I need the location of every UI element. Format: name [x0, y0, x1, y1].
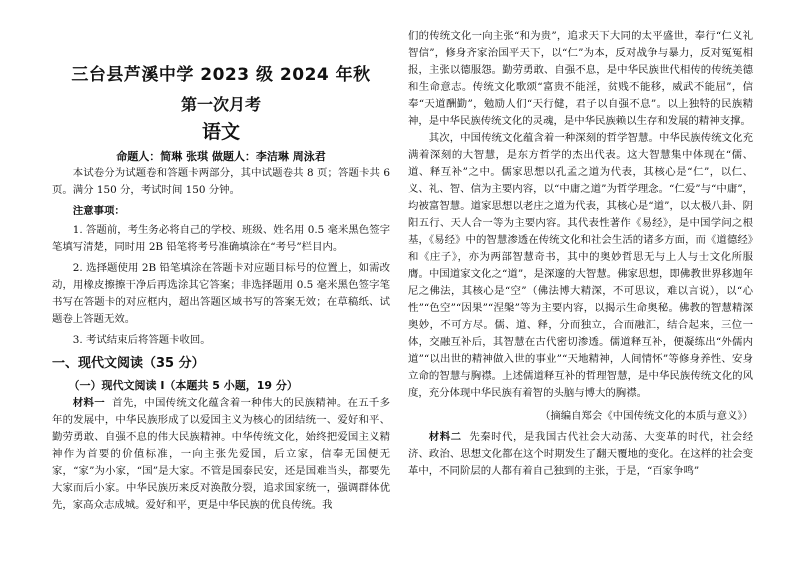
- right-text-block: [408, 28, 753, 480]
- paragraph-second: 其次，中国传统文化蕴含着一种深刻的哲学智慧。中华民族传统文化充满着深刻的大智慧，是东方哲学的杰出代表。这大智慧集中体现在“儒、道、释互补”之中。儒家思想以孔孟之道为代表，其核心是“仁”，以仁、义、礼、智、信为主要内容，以“中庸之道”为哲学理念。“仁爱”与“中庸”，均被富智慧。道家思想以老庄之道为代表，其核心是“道”，以太极八卦、阴阳五行、天人合一等为主要内容。其代表性著作《易经》，是中国学问之根基，《易经》中的智慧渗透在传统文化和社会生活的诸多方面，而《道德经》和《庄子》，亦为两部智慧奇书，其中的奥妙哲思无与上人与士文化所服膺。中国道家文化之“道”，是深邃的大智慧。佛家思想，即佛教世界移迦年尼之佛法，其核心是“空”（佛法博大精深，不可思议，难以言说），以“心性”“色空”“因果”“涅槃”等为主要内容，以揭示生命奥秘。佛教的智慧精深奥妙，不可方尽。儒、道、释，分而独立，合而融汇，结合起来，三位一体，交融互补后，其智慧在古代密切渗透。儒道释互补，便凝练出“外儒内道”“以出世的精神做入世的事业”“天地精神，人间情怀”等修身养性、安身立命的智慧与胸襟。上述儒道释互补的哲理智慧，是中华民族传统文化的风度，充分体现中华民族有着智的头脑与博大的胸襟。: [408, 132, 753, 399]
- intro-block: [52, 165, 390, 199]
- exam-title: 第一次月考: [180, 95, 261, 114]
- material-1-paragraph: [52, 395, 390, 514]
- material-2-text: 先秦时代，是我国古代社会大动荡、大变革的时代，社会经济、政治、思想文化都在这个时期发生了翻天覆地的变化。在这样的社会变革中，不同阶层的人都有着自己独到的主张，于是，“百家争鸣”: [408, 431, 754, 477]
- material-2-label: 材料二: [428, 431, 462, 443]
- material-2-paragraph: [408, 429, 753, 480]
- note-item: 2. 选择题使用 2B 铅笔填涂在答题卡对应题目标号的位置上，如需改动，用橡皮擦擦干净后再选涂其它答案；非选择题用 0.5 毫米黑色签字笔书写在答题卡的对应框内，超出答题区域书写的答案无效；在草稿纸、试题卷上答题无效。: [52, 262, 390, 325]
- section-heading: 一、现代文阅读（35 分）: [52, 356, 205, 371]
- notes-heading: 注意事项：: [72, 205, 125, 217]
- material-1-text: 首先，中国传统文化蕴含着一种伟大的民族精神。在五千多年的发展中，中华民族形成了以爱国主义为核心的团结统一、爱好和平、勤劳勇敢、自强不息的伟大民族精神。中华传统文化，始终把爱国主义精神作为首要的价值标准，一向主张先爱国，后立家，信奉无国便无家，“家”为小家，“国”是大家。不管是国泰民安，还是国难当头，都要先大家而后小家。中华民族历来反对涣散分裂，追求国家统一，强调群体优先，家高众志成城。爱好和平，更是中华民族的优良传统。我: [52, 397, 391, 511]
- notes-block: [52, 203, 390, 349]
- material-1-label: 材料一: [72, 397, 105, 409]
- subject-title: 语文: [201, 121, 240, 143]
- intro-paragraph: 本试卷分为试题卷和答题卡两部分，其中试题卷共 8 页；答题卡共 6 页。满分 150 分，考试时间 150 分钟。: [52, 167, 390, 196]
- citation: （摘编自郑会《中国传统文化的本质与意义》）: [539, 410, 753, 422]
- paragraph-continued: 们的传统文化一向主张“和为贵”，追求天下大同的太平盛世，奉行“仁义礼智信”，修身齐家治国平天下，以“仁”为本，反对战争与暴力，反对冤冤相报，主张以德服怨。勤劳勇敢、自强不息，是中华民族世代相传的传统美德和生命意志。传统文化歌颂“富贵不能淫，贫贱不能移，威武不能屈”，信奉“天道酬勤”，勉励人们“天行健，君子以自强不息”。以上独特的民族精神，是中华民族传统文化的灵魂，是中华民族赖以生存和发展的精神支撑。: [408, 30, 753, 127]
- subsection-heading: （一）现代文阅读 I（本题共 5 小题，19 分）: [68, 379, 298, 392]
- note-item: 1. 答题前，考生务必将自己的学校、班级、姓名用 0.5 毫米黑色签字笔填写清楚，同时用 2B 铅笔将考号准确填涂在“考号”栏目内。: [52, 224, 390, 253]
- author-line: 命题人：简琳 张琪 做题人：李洁琳 周泳君: [116, 150, 326, 163]
- note-item: 3. 考试结束后将答题卡收回。: [72, 334, 211, 346]
- school-title: 三台县芦溪中学 2023 级 2024 年秋: [71, 65, 371, 85]
- section-1: [52, 352, 390, 514]
